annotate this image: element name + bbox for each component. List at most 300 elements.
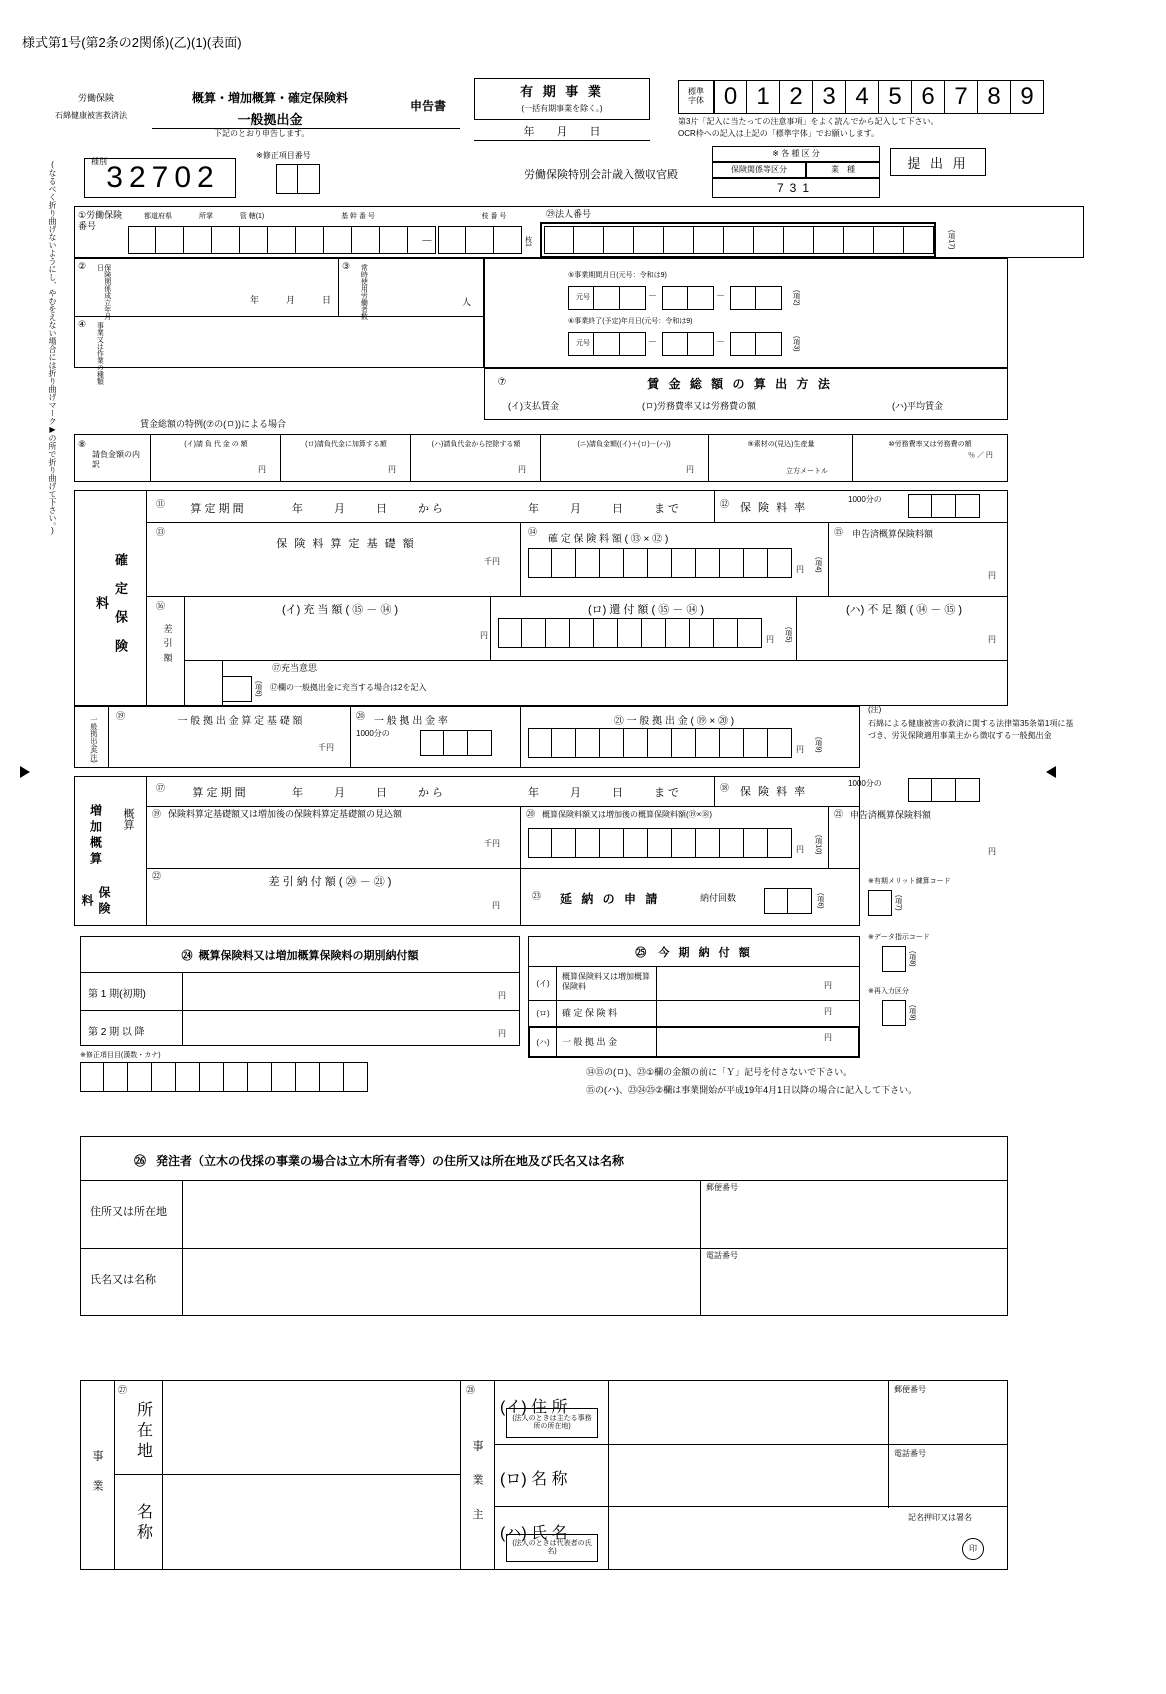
shimei-sub: (法人のときは代表者の氏名) [506,1534,598,1562]
r16-label: 差 引 額 [163,624,173,663]
n19: ⑲ [116,711,126,721]
juto-box[interactable] [222,676,252,702]
z-kaisu-cells[interactable] [764,888,812,914]
row5-day-cells[interactable] [730,286,782,310]
bottom-v0 [114,1380,115,1570]
lhn-cell[interactable] [212,226,240,254]
amt-cell[interactable] [714,618,738,648]
r14-side: (項4) [814,557,822,573]
zouka-v2 [520,806,521,868]
amt-cell[interactable] [744,548,768,578]
amt-cell[interactable] [648,728,672,758]
correct-item-cell[interactable] [298,164,320,194]
juto-label: ⑰充当意思 [272,663,318,673]
rate-cell[interactable] [932,494,956,518]
bottom-tel-label: 電話番号 [894,1449,926,1458]
row6-gengo: 元号 [576,340,590,348]
kakutei-h1 [146,522,1008,523]
date-cell[interactable] [756,332,782,356]
row4-num: ④ [78,319,87,329]
l20: 一 般 拠 出 金 率 [374,716,448,727]
jigyonushi-side: 事 業 主 [471,1440,483,1530]
r16-b-unit: 円 [766,635,774,644]
amt-cell[interactable] [528,828,552,858]
hojin-cell[interactable] [634,226,664,254]
row8-v2 [410,434,411,482]
lhn-cell[interactable] [268,226,296,254]
hojin-number-label: ㉙法人番号 [546,209,592,219]
rate-cell[interactable] [908,778,932,802]
row8-unit-0: 円 [258,465,266,474]
row6-day-cells[interactable] [730,332,782,356]
branch-cell[interactable] [466,226,494,254]
r25-b-label: 確 定 保 険 料 [562,1008,618,1019]
std-digit: 1 [747,80,780,114]
hojin-cell[interactable] [814,226,844,254]
bottom-v1 [162,1380,163,1570]
r14-num: ⑭ [528,527,538,537]
ci-cell[interactable] [200,1062,224,1092]
shozaichi-label: 所 在 地 [134,1400,152,1458]
z-rate-cells[interactable] [908,778,980,802]
z-n18: ⑱ [720,783,730,793]
row1-sub: 基 幹 番 号 [341,213,375,221]
ci-cell[interactable] [344,1062,368,1092]
ci-cell[interactable] [104,1062,128,1092]
r25-a-unit: 円 [824,981,832,990]
hojin-cell[interactable] [754,226,784,254]
z-l21: 申告済概算保険料額 [850,810,932,820]
bottom-post-label: 郵便番号 [894,1385,926,1394]
r26-h1 [80,1180,1008,1181]
z-l23b: 納付回数 [700,893,737,903]
ci-cell[interactable] [152,1062,176,1092]
branch-cell[interactable] [494,226,522,254]
data-code-box[interactable] [882,946,906,972]
r11-to: 年 月 日 まで [528,503,682,515]
amt-cell[interactable] [594,618,618,648]
kaisu-cell[interactable] [764,888,788,914]
yuki-box [474,78,650,120]
row8-unit-5: ％ ／ 円 [968,452,993,459]
date-cell[interactable] [688,286,714,310]
amt-cell[interactable] [744,728,768,758]
z-l23: 延 納 の 申 請 [560,892,661,906]
row5-month-cells[interactable] [662,286,714,310]
ippan-side-label: 一般拠出金(注) [89,715,97,763]
r26-h2 [80,1248,1008,1249]
amt-cell[interactable] [600,828,624,858]
kakutei-h2 [146,596,1008,597]
amt-cell[interactable] [618,618,642,648]
r16-c: (ハ) 不 足 額 ( ⑭ － ⑮ ) [845,604,963,616]
ci-cell[interactable] [272,1062,296,1092]
kakutei-v4 [184,596,185,706]
row8-unit-2: 円 [518,465,526,474]
z-amount-cells[interactable] [528,828,792,858]
row3-label: 常時使用労働者数 [360,264,368,320]
rate-cell[interactable] [468,730,492,756]
amt-cell[interactable] [624,828,648,858]
lhn-cell[interactable] [296,226,324,254]
r25-title [528,940,860,964]
juto-side: (項6) [254,681,262,697]
juto-note: ⑰欄の一般拠出金に充当する場合は2を記入 [270,683,427,692]
row2-left-box [74,258,484,368]
r14-unit: 円 [796,565,804,574]
amt-cell[interactable] [576,548,600,578]
kakutei-v1 [714,490,715,522]
r12-rate-cells[interactable] [908,494,980,518]
amt-cell[interactable] [522,618,546,648]
reentry-box[interactable] [882,1000,906,1026]
row8-col-2: (ハ)請負代金から控除する額 [431,441,521,449]
addr-label: (イ) 住 所 [500,1399,568,1416]
l19: 一 般 拠 出 金 算 定 基 礎 額 [177,715,303,727]
lhn-cell[interactable] [156,226,184,254]
yuki-sub: (一括有期事業を除く。) [521,103,603,113]
r24-title [80,942,520,968]
rate-cell[interactable] [444,730,468,756]
r26-addr-label: 住所又は所在地 [90,1206,167,1218]
r25-bi: (ロ) [536,1008,550,1018]
row1-sub: 所掌 [199,213,213,221]
bottom-v2 [460,1380,461,1570]
ci-cell[interactable] [248,1062,272,1092]
hojin-cell[interactable] [664,226,694,254]
z-u22: 円 [492,901,500,910]
hojin-cell[interactable] [694,226,724,254]
meisho-label: 名 称 [134,1502,152,1540]
row6-label: ⑥事業終了(予定)年月日(元号：令和は9) [568,318,693,325]
amt-cell[interactable] [720,548,744,578]
std-font-label-text: 標準字体 [688,87,704,105]
correct-items-cells[interactable] [80,1062,368,1092]
z-u21: 円 [988,847,996,856]
correct-item-label: ※修正項目番号 [256,151,311,160]
row4-label: 事業又は作業の種類 [96,322,104,385]
std-digit: 9 [1011,80,1044,114]
date-cell[interactable] [620,332,646,356]
n28: ㉘ [466,1385,476,1395]
ci-cell[interactable] [176,1062,200,1092]
z-u19: 千円 [484,839,500,848]
zouka-v3 [828,806,829,868]
std-digit: 7 [945,80,978,114]
kaisu-cell[interactable] [788,888,812,914]
amt-cell[interactable] [672,828,696,858]
amt-cell[interactable] [696,548,720,578]
z-l20: 概算保険料額又は増加後の概算保険料額(⑲×⑱) [542,810,712,819]
r25-ai: (イ) [536,978,550,988]
r26-v2 [700,1180,701,1316]
amt-cell[interactable] [738,618,762,648]
amt-cell[interactable] [576,828,600,858]
amt-cell[interactable] [768,548,792,578]
amt-cell[interactable] [768,828,792,858]
kakutei-v6 [796,596,797,660]
date-cell[interactable] [662,286,688,310]
amt-cell[interactable] [570,618,594,648]
hojin-cell[interactable] [544,226,574,254]
row6-dash1: － [648,337,658,347]
data-code-side: (項8) [908,951,916,967]
amt-cell[interactable] [720,728,744,758]
hojin-cell[interactable] [904,226,934,254]
r16-num: ⑯ [156,601,166,611]
z-l22: 差 引 納 付 額 ( ⑳ － ㉑ ) [268,876,392,888]
r25-c-label: 一 般 拠 出 金 [562,1037,618,1048]
lhn-cell[interactable] [380,226,408,254]
amt-cell[interactable] [576,728,600,758]
z-n23: ㉓ [532,891,542,901]
lhn-dash: － [420,233,433,248]
bottom-v5 [888,1380,889,1508]
office-label: 労働保険特別会計歳入徴収官殿 [524,169,678,181]
row1-subheads [128,210,552,224]
r25-a-label: 概算保険料又は増加概算保険料 [562,972,650,992]
r14-cells[interactable] [528,548,792,578]
amt-cell[interactable] [648,828,672,858]
row8-unit-4: 立方メートル [786,468,828,475]
note3-line1: 第3片「記入に当たっての注意事項」をよく読んでから記入して下さい。 [678,117,939,126]
rate-cell[interactable] [908,494,932,518]
row8-col-3: (ニ)請負金額((イ)＋(ロ)－(ハ)) [577,441,671,449]
ippan-rate-cells[interactable] [420,730,492,756]
lhn-cell[interactable] [184,226,212,254]
ippan-amount-cells[interactable] [528,728,792,758]
amt-cell[interactable] [546,618,570,648]
row6-month-cells[interactable] [662,332,714,356]
amt-cell[interactable] [690,618,714,648]
ci-cell[interactable] [224,1062,248,1092]
amt-cell[interactable] [642,618,666,648]
reentry-side: (項9) [908,1005,916,1021]
zouka-h1 [146,806,860,807]
amt-cell[interactable] [768,728,792,758]
row8-v3 [540,434,541,482]
std-digit: 8 [978,80,1011,114]
z-u18: 1000分の [848,779,882,788]
row1-sub: 都道府県 [144,213,172,221]
hojin-cell[interactable] [844,226,874,254]
std-digit-row [714,80,1044,114]
amt-cell[interactable] [552,828,576,858]
row5-side-mark: (項2) [792,290,800,306]
r15-label: 申告済概算保険料額 [852,529,934,539]
r25-h2 [528,1000,860,1001]
r16-side: (項5) [784,627,792,643]
fold-mark-right-icon [1046,766,1056,778]
r16-b-cells[interactable] [498,618,762,648]
r12-unit: 1000分の [848,495,882,504]
branch-cell[interactable] [438,226,466,254]
correct-item-boxes[interactable] [276,164,320,194]
lhn-cell[interactable] [352,226,380,254]
row1-label: ①労働保険番号 [78,210,123,231]
r24-row1-label: 第 1 期(初期) [88,988,146,1000]
r24-row2-unit: 円 [498,1029,506,1038]
merit-side: (項7) [894,895,902,911]
r16-b: (ロ) 還 付 額 ( ⑮ － ⑭ ) [587,604,705,616]
hojin-cell[interactable] [874,226,904,254]
amt-cell[interactable] [624,548,648,578]
amt-cell[interactable] [696,828,720,858]
amt-cell[interactable] [672,728,696,758]
ci-cell[interactable] [296,1062,320,1092]
reentry-label: ※再入力区分 [868,988,909,995]
amt-cell[interactable] [528,728,552,758]
hojin-cell[interactable] [574,226,604,254]
hojin-cell[interactable] [784,226,814,254]
zouka-side-1: 増加概算 [88,804,103,868]
row8-num: ⑧ [78,439,87,449]
rate-cell[interactable] [956,778,980,802]
r25-c-highlight [528,1026,860,1058]
ci-cell[interactable] [80,1062,104,1092]
row7-title: 賃 金 総 額 の 算 出 方 法 [647,376,833,391]
insurance-label-2: 石綿健康被害救済法 [55,110,127,120]
date-cell[interactable] [662,332,688,356]
r26-title-text: 発注者（立木の伐採の事業の場合は立木所有者等）の住所又は所在地及び氏名又は名称 [156,1153,625,1168]
correct-items-label: ※修正項目目(漢数・カナ) [80,1052,161,1059]
date-cell[interactable] [594,286,620,310]
amt-cell[interactable] [744,828,768,858]
z-l19: 保険料算定基礎額又は増加後の保険料算定基礎額の見込額 [168,809,403,819]
row8-col-0: (イ)請 負 代 金 の 額 [184,441,248,449]
name-label: (ロ) 名 称 [500,1471,568,1488]
row2-label: 保険関係成立年月日 [96,264,111,320]
roudou-hoken-branch[interactable] [438,226,522,254]
amt-cell[interactable] [498,618,522,648]
lhn-cell[interactable] [240,226,268,254]
ippan-note-title: (注) [868,705,882,714]
hojin-side-mark: (項17) [947,230,955,250]
ci-cell[interactable] [128,1062,152,1092]
hojin-number[interactable] [544,226,934,254]
z-side23: (項6) [816,893,824,909]
rate-cell[interactable] [420,730,444,756]
kakutei-v7 [222,660,223,706]
insurance-label-1: 労働保険 [77,93,114,104]
z-n17: ⑰ [156,783,166,793]
row5-date-cells[interactable] [568,286,646,310]
r13-num: ⑬ [156,527,166,537]
l21text: 一 般 拠 出 金 ( ⑲ × ⑳ ) [626,715,735,727]
amt-cell[interactable] [672,548,696,578]
amt-cell[interactable] [720,828,744,858]
r26-name-label: 氏名又は名称 [90,1274,156,1286]
date-cell[interactable] [756,286,782,310]
row5-label: ⑤事業期間月日(元号：令和は9) [568,272,667,279]
merit-box[interactable] [868,890,892,916]
row8-v0 [150,434,151,482]
r25-ci: (ハ) [536,1037,550,1047]
r24-row1-unit: 円 [498,991,506,1000]
row5-dash1: － [648,291,658,301]
row7-b: (ロ)労務費率又は労務費の額 [642,401,756,411]
zouka-side-div [146,776,147,926]
date-underline [474,140,650,141]
correct-item-cell[interactable] [276,164,298,194]
amt-cell[interactable] [624,728,648,758]
date-cell[interactable] [688,332,714,356]
n20: ⑳ [356,711,366,721]
row8-note: 賃金総額の特例(⑦の(ロ))による場合 [140,419,287,429]
hojin-cell[interactable] [724,226,754,254]
z-side20: (項10) [814,835,822,855]
std-digit: 3 [813,80,846,114]
amt-cell[interactable] [648,548,672,578]
row8-v1 [280,434,281,482]
seal-icon: 印 [962,1538,984,1560]
submit-for-box: 提 出 用 [890,148,986,176]
kubun-value: 731 [712,178,880,198]
z-to: 年 月 日 まで [528,787,682,799]
amt-cell[interactable] [696,728,720,758]
lhn-cell[interactable] [324,226,352,254]
r24-h1 [80,972,520,973]
rate-cell[interactable] [932,778,956,802]
roudou-hoken-number[interactable] [128,226,436,254]
r16-a-unit: 円 [480,631,488,640]
ci-cell[interactable] [320,1062,344,1092]
date-cell[interactable] [730,332,756,356]
rate-cell[interactable] [956,494,980,518]
r15-num: ⑮ [834,527,844,537]
row5-dash2: － [716,291,726,301]
amt-cell[interactable] [600,548,624,578]
u21: 円 [796,745,804,754]
r24-num: ㉔ [181,950,193,962]
zouka-h2 [146,868,860,869]
r25-num: ㉕ [635,947,647,959]
date-cell[interactable] [568,286,594,310]
row3-num: ③ [342,261,351,271]
amt-cell[interactable] [600,728,624,758]
kind-value: 32702 [84,158,236,198]
row6-dash2: － [716,337,726,347]
r11-label: 算 定 期 間 [190,503,244,515]
kakutei-side-label: 確 定 保 険 料 [94,552,128,658]
date-cell[interactable] [594,332,620,356]
lhn-cell[interactable] [128,226,156,254]
hojin-cell[interactable] [604,226,634,254]
row3-unit: 人 [462,297,472,307]
z-from: 年 月 日 から [292,787,446,799]
kind-label: 種別 [91,156,107,166]
kakutei-v5 [490,596,491,660]
left-fold-note: (なるべく折り曲げないようにし、やむをえない場合には折り曲げマーク▶の所で折り曲げて下さい。) [48,160,57,535]
amt-cell[interactable] [666,618,690,648]
kubun-a-label: 保険関係等区分 [712,162,806,178]
date-cell[interactable] [568,332,594,356]
amt-cell[interactable] [528,548,552,578]
row1-sub: 枝 番 号 [481,213,507,221]
amt-cell[interactable] [552,548,576,578]
ippan-side-div [108,706,109,768]
amt-cell[interactable] [552,728,576,758]
bottom-h1 [114,1474,460,1475]
yuki-title: 有 期 事 業 [520,83,604,99]
row6-date-cells[interactable] [568,332,646,356]
bottom-h3 [494,1506,1008,1507]
date-cell[interactable] [730,286,756,310]
l21 [524,710,824,728]
date-cell[interactable] [620,286,646,310]
side21: (項9) [814,737,822,753]
jigyo-side: 事 業 [91,1450,103,1500]
